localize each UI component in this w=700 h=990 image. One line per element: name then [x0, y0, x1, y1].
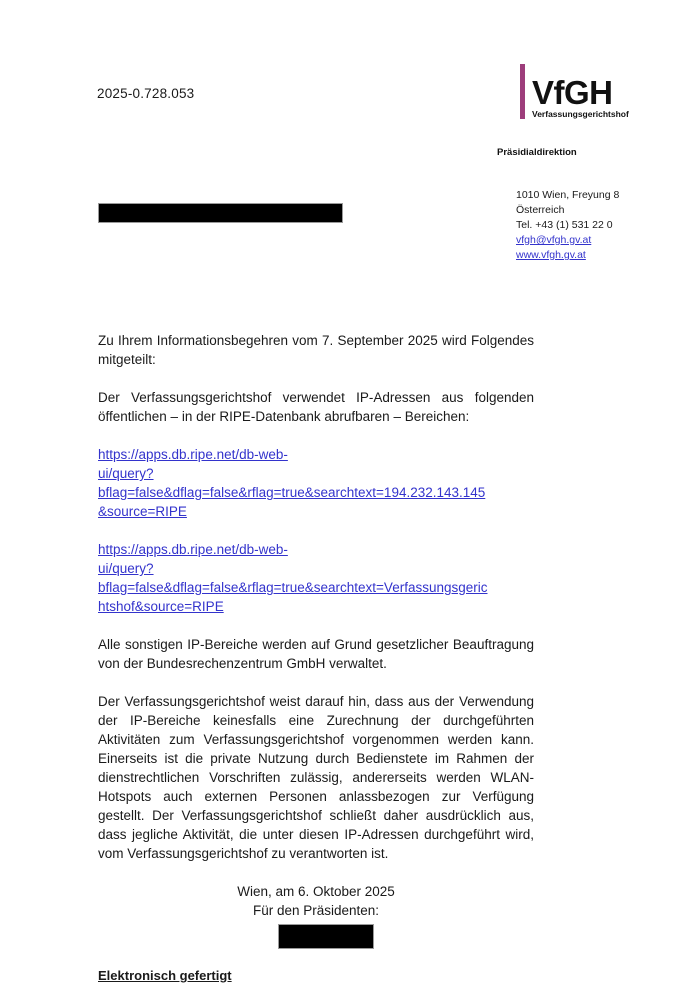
paragraph-intro: Zu Ihrem Informationsbegehren vom 7. September 2025 wird Folgendes mitgeteilt: [98, 333, 534, 367]
department-label: Präsidialdirektion [497, 147, 577, 158]
link-line: &source=RIPE [98, 504, 187, 519]
link-line: https://apps.db.ripe.net/db-web- [98, 447, 288, 462]
contact-country: Österreich [516, 204, 565, 216]
logo-text [532, 64, 629, 119]
letter-body [98, 331, 534, 985]
link-line: ui/query?bflag=false&dflag=false&rflag=true&searchtext=194.232.143.145 [98, 466, 486, 500]
contact-phone: Tel. +43 (1) 531 22 0 [516, 219, 613, 231]
on-behalf-line: Für den Präsidenten: [252, 903, 380, 918]
closing-block [98, 882, 534, 949]
redacted-signature-box [278, 924, 374, 949]
paragraph-disclaimer: Der Verfassungsgerichtshof weist darauf hin, dass aus der Verwendung der IP-Bereiche keinesfalls eine Zurechnung der durchgeführten Aktivitäten zum Verfassungsgerichtshof vorgenommen werden kann. Einerseits ist die private Nutzung durch Bedienstete im Rahmen der dienstrechtlichen Vorschriften zulässig, andererseits werden WLAN-Hotspots auch externen Personen anlassbezogen zur Verfügung gestellt. Der Verfassungsgerichtshof schließt daher ausdrücklich aus, dass jegliche Aktivität, die unter diesen IP-Adressen durchgeführt wird, vom Verfassungsgerichtshof zu verantworten ist. [98, 694, 534, 861]
contact-address: 1010 Wien, Freyung 8 [516, 189, 620, 201]
link-line: ui/query?bflag=false&dflag=false&rflag=true&searchtext=Verfassungsgeric [98, 561, 488, 595]
place-date: Wien, am 6. Oktober 2025 [237, 884, 395, 899]
electronically-signed-note: Elektronisch gefertigt [98, 968, 232, 983]
ripe-query-link-ip[interactable] [98, 445, 534, 521]
logo-subtitle: Verfassungsgerichtshof [532, 109, 629, 119]
logo-accent-bar [520, 64, 525, 119]
redacted-recipient-box [98, 203, 343, 223]
reference-number: 2025-0.728.053 [97, 86, 195, 101]
vfgh-logo [520, 64, 629, 119]
link-line: htshof&source=RIPE [98, 599, 224, 614]
link-line: https://apps.db.ripe.net/db-web- [98, 542, 288, 557]
contact-block [516, 188, 619, 263]
contact-website-link[interactable]: www.vfgh.gv.at [516, 249, 586, 261]
ripe-query-link-name[interactable] [98, 540, 534, 616]
contact-email-link[interactable]: vfgh@vfgh.gv.at [516, 234, 592, 246]
paragraph-ip-ranges: Der Verfassungsgerichtshof verwendet IP-Adressen aus folgenden öffentlichen – in der RIPE-Datenbank abrufbaren – Bereichen: [98, 390, 534, 424]
paragraph-other-ranges: Alle sonstigen IP-Bereiche werden auf Grund gesetzlicher Beauftragung von der Bundesrechenzentrum GmbH verwaltet. [98, 637, 534, 671]
logo-acronym: VfGH [532, 73, 613, 111]
